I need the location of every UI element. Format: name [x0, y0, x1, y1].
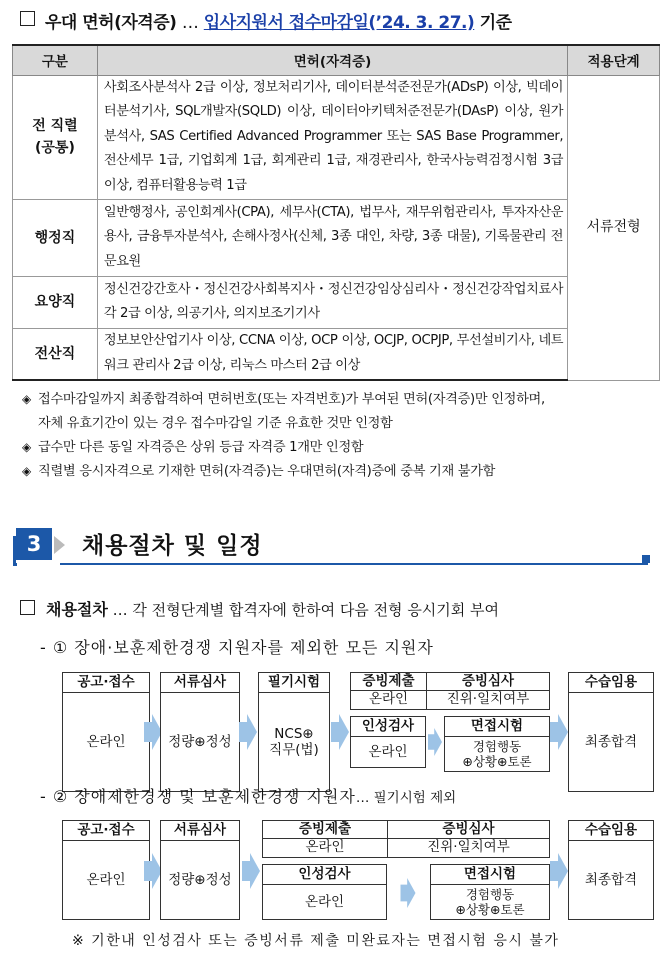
proof-submit-head: 증빙제출: [263, 821, 388, 839]
procedure-heading: [46, 597, 499, 620]
heading-ellipsis: …: [181, 13, 199, 33]
step-internship: [568, 672, 654, 792]
table-row: [13, 328, 660, 380]
step-head: 필기시험: [259, 673, 329, 693]
case2-label: [40, 784, 456, 807]
note-item: [22, 388, 545, 407]
section-title: 채용절차 및 일정: [82, 533, 263, 559]
step-head: 공고·접수: [63, 821, 149, 841]
step-body-line: ⊕상황⊕토론: [455, 902, 525, 917]
flow-arrow-icon: [550, 853, 568, 889]
category-cell: 요양직: [13, 276, 98, 328]
license-heading: [45, 8, 512, 33]
note-item: [22, 460, 495, 479]
checkbox-square-icon: [20, 600, 35, 615]
step-body: 최종합격: [584, 734, 638, 750]
step-head: 면접시험: [431, 865, 549, 885]
note-text: 자체 유효기간이 있는 경우 접수마감일 기준 유효한 것만 인정함: [38, 416, 393, 431]
step-body: 정량⊕정성: [168, 872, 232, 888]
flow-arrow-icon: [242, 853, 260, 889]
step-body: 온라인: [86, 872, 126, 888]
license-cell: 정신건강간호사・정신건강사회복지사・정신건강임상심리사・정신건강작업치료사 각 2급 이상, 의공기사, 의지보조기기사: [97, 276, 567, 328]
step-body-line: ⊕상황⊕토론: [462, 754, 532, 769]
step-announce: [62, 672, 150, 792]
step-body: 온라인: [86, 734, 126, 750]
license-table: [12, 44, 660, 381]
step-body-line: 직무(법): [269, 742, 319, 758]
step-body: 온라인: [304, 894, 345, 910]
step-body-line: NCS⊕: [274, 726, 314, 742]
category-cell: [13, 75, 98, 199]
note-item: [22, 436, 363, 455]
procedure-title: 채용절차: [46, 600, 108, 619]
col-header-license: 면허(자격증): [97, 45, 567, 75]
step-body: 최종합격: [584, 872, 638, 888]
table-row: [13, 276, 660, 328]
case2-note: … 필기시험 제외: [355, 790, 457, 806]
proof-submit-body: 온라인: [351, 691, 427, 709]
proof-review-head: 증빙심사: [388, 821, 549, 839]
step-written: [258, 672, 330, 792]
proof-review-body: 진위·일치여부: [427, 839, 510, 855]
flow-arrow-icon: [400, 878, 416, 908]
proof-submit-body: 온라인: [263, 839, 388, 857]
col-header-category: 구분: [13, 45, 98, 75]
step-head: 인성검사: [263, 865, 386, 885]
step-head: 인성검사: [351, 717, 425, 737]
flow-arrow-icon: [550, 714, 568, 750]
flow-arrow-icon: [239, 714, 257, 750]
case2-main: - ② 장애제한경쟁 및 보훈제한경쟁 지원자: [40, 787, 356, 806]
step-personality: [262, 864, 387, 920]
diamond-bullet-icon: ◈: [22, 464, 31, 478]
category-cell: 행정직: [13, 199, 98, 276]
proof-submit-head: 증빙제출: [351, 673, 427, 691]
step-proof: [350, 672, 550, 710]
procedure-desc: … 각 전형단계별 합격자에 한하여 다음 전형 응시기회 부여: [112, 601, 500, 619]
license-cell: 사회조사분석사 2급 이상, 정보처리기사, 데이터분석준전문가(ADsP) 이상, 빅데이터분석기사, SQL개발자(SQLD) 이상, 데이터아키텍처준전문가(DAsP) 이상, 원가분석사, SAS Certified Advanced Programmer 또는 SAS Base Programmer, 전산세무 1급, 기업회계 1급, 회계관리 1급, 재경관리사, 한국사능력검정시험 3급 이상, 컴퓨터활용능력 1급: [97, 75, 567, 199]
license-cell: 정보보안산업기사 이상, CCNA 이상, OCP 이상, OCJP, OCPJP, 무선설비기사, 네트워크 관리사 2급 이상, 리눅스 마스터 2급 이상: [97, 328, 567, 380]
footnote: ※ 기한내 인성검사 또는 증빙서류 제출 미완료자는 면접시험 응시 불가: [72, 933, 560, 949]
step-interview: [444, 716, 550, 772]
step-body: [445, 737, 549, 771]
note-text: 접수마감일까지 최종합격하여 면허번호(또는 자격번호)가 부여된 면허(자격증)만 인정하며,: [38, 392, 545, 407]
step-head: 수습임용: [569, 821, 653, 841]
section-end-square: [642, 555, 650, 563]
col-header-stage: 적용단계: [568, 45, 660, 75]
note-item-cont: [38, 412, 393, 431]
section-underline: [60, 563, 648, 565]
table-row: [13, 199, 660, 276]
step-proof: [262, 820, 550, 858]
diamond-bullet-icon: ◈: [22, 392, 31, 406]
step-head: 서류심사: [161, 673, 239, 693]
step-announce: [62, 820, 150, 920]
step-body-line: 경험행동: [465, 887, 515, 902]
step-document: [160, 672, 240, 792]
step-body: [259, 693, 329, 791]
step-personality: [350, 716, 426, 768]
checkbox-square-icon: [20, 11, 35, 26]
step-head: 면접시험: [445, 717, 549, 737]
step-internship: [568, 820, 654, 920]
section-number: 3: [16, 528, 52, 560]
deadline-link[interactable]: 입사지원서 접수마감일(’24. 3. 27.): [203, 13, 475, 33]
proof-review-body: 진위·일치여부: [446, 691, 530, 707]
flow-arrow-icon: [428, 728, 442, 756]
note-text: 급수만 다른 동일 자격증은 상위 등급 자격증 1개만 인정함: [38, 440, 364, 455]
category-sub: (공통): [35, 140, 75, 156]
step-head: 서류심사: [161, 821, 239, 841]
step-head: 공고·접수: [63, 673, 149, 693]
step-document: [160, 820, 240, 920]
step-body: 정량⊕정성: [168, 734, 232, 750]
license-cell: 일반행정사, 공인회계사(CPA), 세무사(CTA), 법무사, 재무위험관리사, 투자자산운용사, 금융투자분석사, 손해사정사(신체, 3종 대인, 차량, 3종 대물), 기록물관리 전문요원: [97, 199, 567, 276]
table-row: [13, 75, 660, 199]
step-head: 수습임용: [569, 673, 653, 693]
proof-review-head: 증빙심사: [427, 673, 549, 691]
step-body-line: 경험행동: [472, 739, 522, 754]
step-body: 온라인: [368, 744, 408, 760]
flow-arrow-icon: [331, 714, 349, 750]
step-interview: [430, 864, 550, 920]
stage-cell: 서류전형: [568, 75, 660, 380]
category-label: 전 직렬: [32, 118, 78, 134]
case1-label: - ① 장애·보훈제한경쟁 지원자를 제외한 모든 지원자: [40, 638, 434, 657]
diamond-bullet-icon: ◈: [22, 440, 31, 454]
category-cell: 전산직: [13, 328, 98, 380]
note-text: 직렬별 응시자격으로 기재한 면허(자격증)는 우대면허(자격)증에 중복 기재 불가함: [38, 464, 496, 479]
heading-title: 우대 면허(자격증): [45, 13, 177, 33]
section-triangle-icon: [54, 536, 65, 554]
step-body: [431, 885, 549, 919]
heading-suffix: 기준: [479, 13, 512, 33]
